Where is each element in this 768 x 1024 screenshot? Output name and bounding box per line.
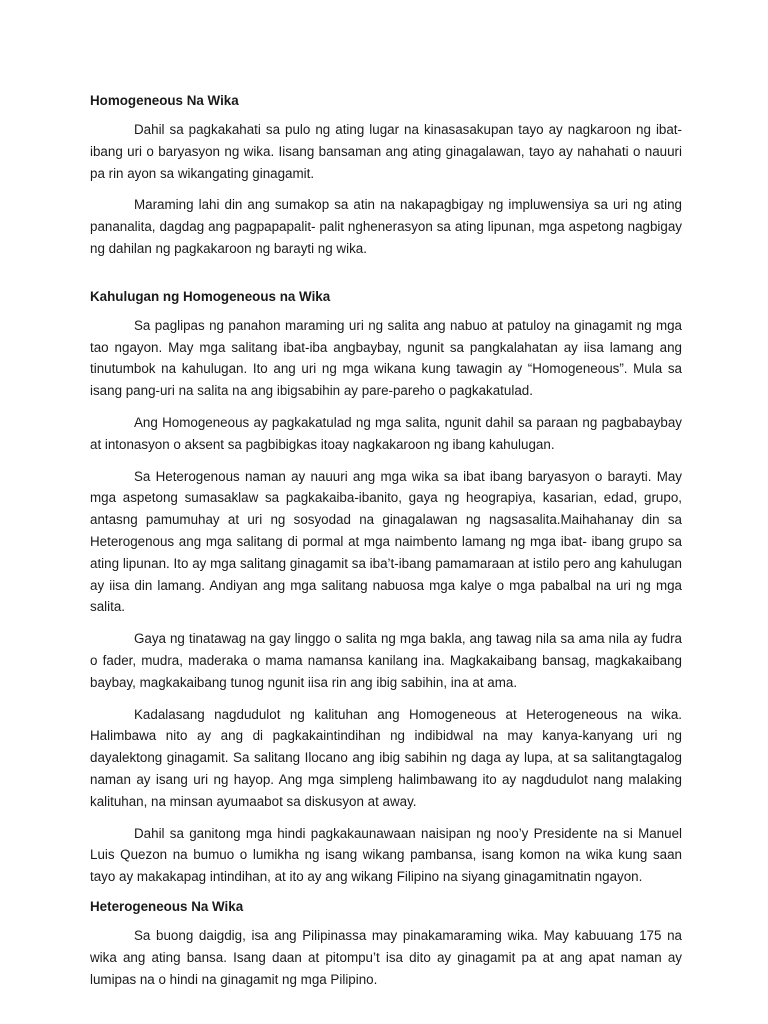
paragraph: Maraming lahi din ang sumakop sa atin na nakapagbigay ng impluwensiya sa uri ng ating pananalita, dagdag ang pagpapapalit- palit nghenerasyon sa ating lipunan, mga aspetong nagbigay ng dahilan ng pagkakaroon ng barayti ng wika. (90, 197, 682, 256)
paragraph: Sa paglipas ng panahon maraming uri ng salita ang nabuo at patuloy na ginagamit ng mga tao ngayon. May mga salitang ibat-iba angbaybay, ngunit sa pangkalahatan ay iisa lamang ang tinutumbok na kahulugan. Ito ang uri ng mga wikana kung tawagin ay “Homogeneous”. Mula sa isang pang-uri na salita na ang ibigsabihin ay pare-pareho o pagkakatulad. (90, 317, 682, 399)
paragraph: Ang Homogeneous ay pagkakatulad ng mga salita, ngunit dahil sa paraan ng pagbabaybay at intonasyon o aksent sa pagbibigkas itoay nagkakaroon ng ibang kahulugan. (90, 414, 682, 452)
paragraph: Gaya ng tinatawag na gay linggo o salita ng mga bakla, ang tawag nila sa ama nila ay fudra o fader, mudra, maderaka o mama namansa kanilang ina. Magkakaibang bansag, magkakaibang baybay, magkakaibang tunog ngunit iisa rin ang ibig sabihin, ina at ama. (90, 631, 682, 690)
paragraph: Sa buong daigdig, isa ang Pilipinassa may pinakamaraming wika. May kabuuang 175 na wika ang ating bansa. Isang daan at pitompu’t isa dito ay ginagamit pa at ang apat naman ay lumipas na o hindi na ginagamit ng mga Pilipino. (90, 927, 682, 987)
section-heading: Heterogeneous Na Wika (90, 898, 244, 914)
section-kahulugan (90, 288, 682, 888)
paragraph: Dahil sa pagkakahati sa pulo ng ating lugar na kinasasakupan tayo ay nagkaroon ng ibat-ibang uri o baryasyon ng wika. Iisang bansaman ang ating ginagalawan, tayo ay nahahati o nauuri pa rin ayon sa wikangating ginagamit. (90, 122, 682, 181)
section-homogeneous-na-wika (90, 92, 682, 260)
section-heterogeneous-na-wika (90, 898, 682, 990)
section-heading: Homogeneous Na Wika (90, 93, 239, 108)
paragraph: Kadalasang nagdudulot ng kalituhan ang Homogeneous at Heterogeneous na wika. Halimbawa nito ay ang di pagkakaintindihan ng indibidwal na may kanya-kanyang uri ng dayalektong ginagamit. Sa salitang Ilocano ang ibig sabihin ng daga ay lupa, at sa salitangtagalog naman ay isang uri ng hayop. Ang mga simpleng halimbawang ito ay nagdudulot nang malaking kalituhan, na minsan ayumaabot sa diskusyon at away. (90, 706, 682, 809)
paragraph: Sa Heterogenous naman ay nauuri ang mga wika sa ibat ibang baryasyon o barayti. May mga aspetong sumasaklaw sa pagkakaiba-ibanito, gaya ng heograpiya, kasarian, edad, grupo, antasng pamumuhay at uri ng sosyodad na ginagalawan ng nagsasalita.Maihahanay din sa Heterogenous ang mga salitang di pormal at mga naimbento lamang ng mga ibat- ibang grupo sa ating lipunan. Ito ay mga salitang ginagamit sa iba’t-ibang pamamaraan at istilo pero ang kahulugan ay iisa din lamang. Andiyan ang mga salitang nabuosa mga kalye o mga pabalbal na uri ng mga salita. (90, 468, 682, 615)
paragraph: Dahil sa ganitong mga hindi pagkakaunawaan naisipan ng noo’y Presidente na si Manuel Luis Quezon na bumuo o lumikha ng isang wikang pambansa, isang komon na wika kung saan tayo ay makakapag intindihan, at ito ay ang wikang Filipino na siyang ginagamitnatin ngayon. (90, 825, 682, 885)
section-heading: Kahulugan ng Homogeneous na Wika (90, 288, 331, 304)
